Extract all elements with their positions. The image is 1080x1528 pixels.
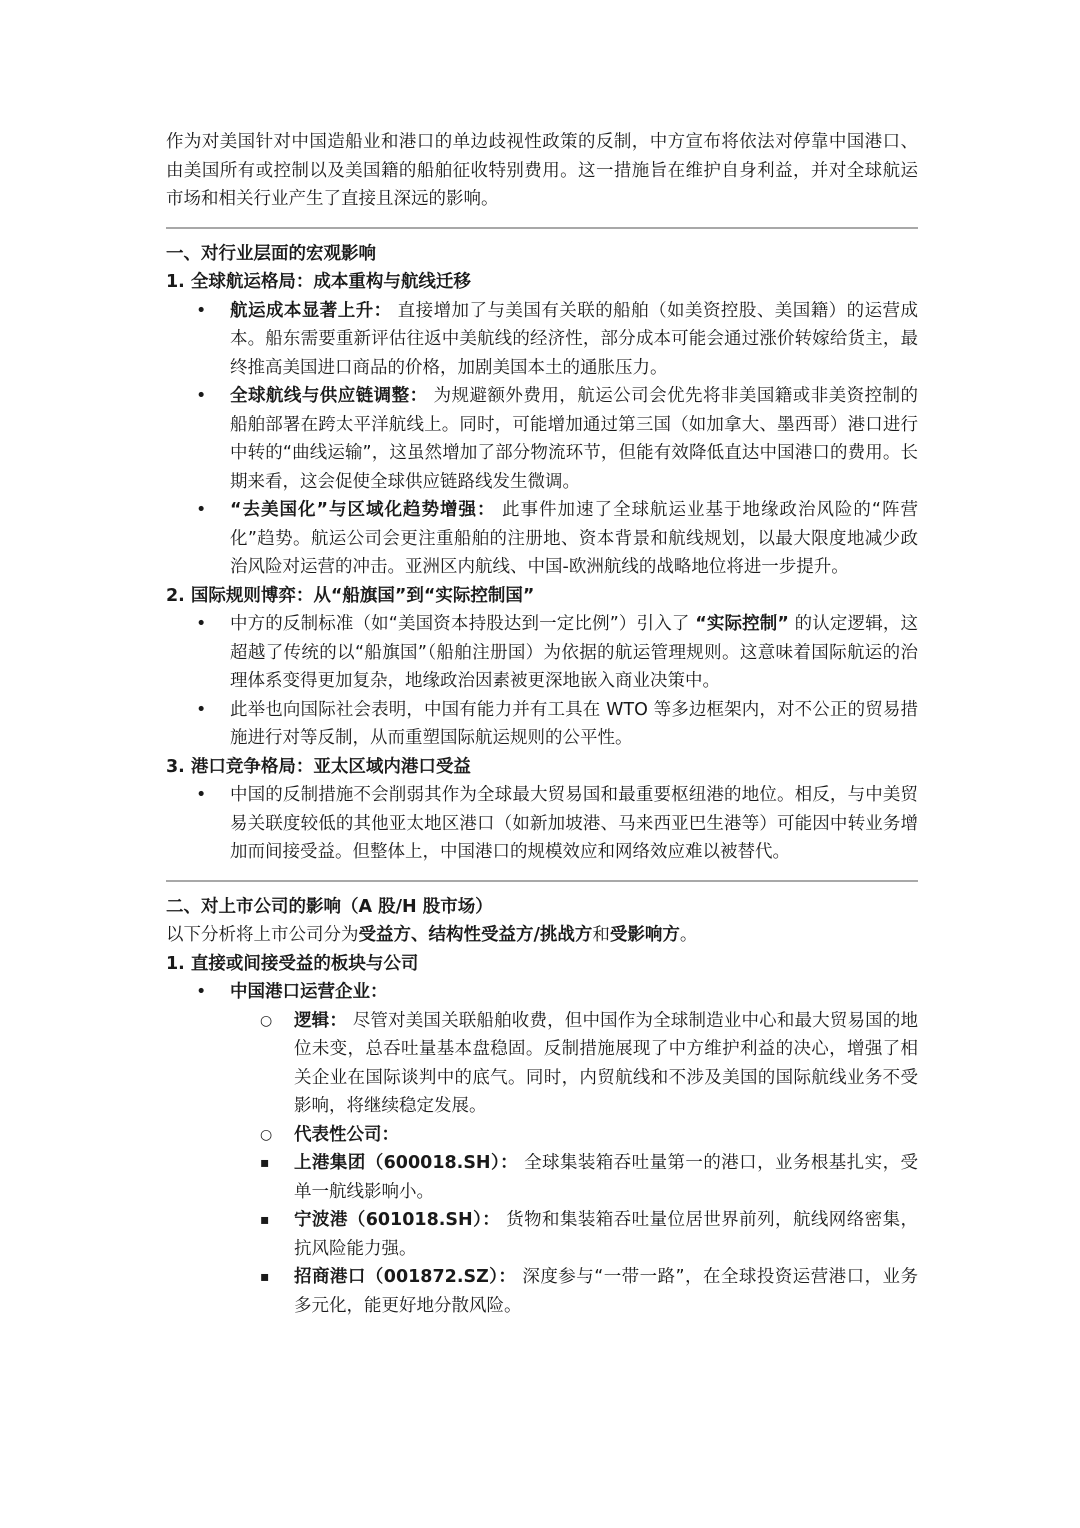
company-item (230, 1149, 918, 1206)
list-item (166, 382, 918, 496)
section2-sub1-list (166, 978, 918, 1007)
company-text: 全球集装箱吞吐量第一的港口，业务根基扎实，受单一航线影响小。 (294, 1153, 918, 1202)
section1-sub2-list (166, 610, 918, 753)
company-text: 货物和集装箱吞吐量位居世界前列，航线网络密集，抗风险能力强。 (294, 1210, 918, 1259)
document-page (166, 128, 918, 1320)
intro-emphasis: 受益方 (358, 925, 411, 945)
list-item (230, 1121, 918, 1150)
section2-sub1-heading: 1. 直接或间接受益的板块与公司 (166, 953, 419, 974)
section1-sub1-list (166, 297, 918, 582)
section1-sub3-heading: 3. 港口竞争格局：亚太区域内港口受益 (166, 756, 471, 777)
bullet-text: 中国的反制措施不会削弱其作为全球最大贸易国和最重要枢纽港的地位。相反，与中美贸易关联度较低的其他亚太地区港口（如新加坡港、马来西亚巴生港等）可能因中转业务增加而间接受益。但整体上，中国港口的规模效应和网络效应难以被替代。 (230, 785, 918, 862)
section1-heading: 一、对行业层面的宏观影响 (166, 243, 376, 264)
company-name: 招商港口（001872.SZ）： (294, 1267, 517, 1287)
company-list (230, 1149, 918, 1320)
bullet-lead: 中国港口运营企业： (230, 982, 388, 1002)
list-item (166, 696, 918, 753)
bullet-text: 此举也向国际社会表明，中国有能力并有工具在 WTO 等多边框架内，对不公正的贸易措施进行对等反制，从而重塑国际航运规则的公平性。 (230, 699, 918, 748)
section1-sub3-list (166, 781, 918, 867)
intro-paragraph: 作为对美国针对中国造船业和港口的单边歧视性政策的反制，中方宣布将依法对停靠中国港口、由美国所有或控制以及美国籍的船舶征收特别费用。这一措施旨在维护自身利益，并对全球航运市场和相关行业产生了直接且深远的影响。 (166, 132, 918, 209)
bullet-text: 为规避额外费用，航运公司会优先将非美国籍或非美资控制的船舶部署在跨太平洋航线上。同时，可能增加通过第三国（如加拿大、墨西哥）港口进行中转的“曲线运输”，这虽然增加了部分物流环节，但能有效降低直达中国港口的费用。长期来看，这会促使全球供应链路线发生微调。 (230, 386, 918, 492)
intro-separator: 、 (411, 925, 429, 945)
bullet-lead: 全球航线与供应链调整： (230, 386, 428, 406)
bullet-lead: 逻辑： (294, 1010, 348, 1031)
list-item (166, 781, 918, 867)
bullet-text: 此事件加速了全球航运业基于地缘政治风险的“阵营化”趋势。航运公司会更注重船舶的注册地、资本背景和航线规划，以最大限度地减少政治风险对运营的冲击。亚洲区内航线、中国-欧洲航线的战略地位将进一步提升。 (230, 500, 918, 577)
port-ops-sublist (230, 1007, 918, 1150)
list-item (230, 1007, 918, 1121)
intro-emphasis: 受影响方 (609, 925, 680, 945)
bullet-text: 尽管对美国关联船舶收费，但中国作为全球制造业中心和最大贸易国的地位未变，总吞吐量基本盘稳固。反制措施展现了中方维护利益的决心，增强了相关企业在国际谈判中的底气。同时，内贸航线和不涉及美国的国际航线业务不受影响，将继续稳定发展。 (294, 1010, 919, 1116)
section-divider (166, 227, 918, 229)
section2-heading: 二、对上市公司的影响（A 股/H 股市场） (166, 896, 493, 917)
company-name: 宁波港（601018.SH）： (294, 1210, 501, 1230)
bullet-text: 直接增加了与美国有关联的船舶（如美资控股、美国籍）的运营成本。船东需要重新评估往返中美航线的经济性，部分成本可能会通过涨价转嫁给货主，最终推高美国进口商品的价格，加剧美国本土的通胀压力。 (230, 300, 919, 378)
section-divider (166, 880, 918, 882)
section2-intro (166, 921, 918, 950)
company-item (230, 1263, 918, 1320)
section1-sub1-heading: 1. 全球航运格局：成本重构与航线迁移 (166, 272, 471, 292)
section1-sub2-heading: 2. 国际规则博弈：从“船旗国”到“实际控制国” (166, 585, 535, 606)
list-item (166, 610, 918, 696)
intro-separator: 和 (592, 925, 610, 945)
bullet-lead: “去美国化”与区域化趋势增强： (230, 500, 496, 520)
list-item (166, 496, 918, 582)
company-name: 上港集团（600018.SH）： (294, 1153, 519, 1173)
bullet-emphasis: “实际控制” (695, 614, 789, 634)
intro-text: 以下分析将上市公司分为 (166, 925, 359, 945)
list-item (166, 297, 918, 383)
intro-emphasis: 结构性受益方/挑战方 (428, 925, 593, 945)
list-item (166, 978, 918, 1007)
intro-text: 。 (679, 925, 698, 945)
bullet-lead: 代表性公司： (294, 1124, 399, 1145)
company-item (230, 1206, 918, 1263)
bullet-text: 的认定逻辑，这超越了传统的以“船旗国”（船舶注册国）为依据的航运管理规则。这意味着国际航运的治理体系变得更加复杂，地缘政治因素被更深地嵌入商业决策中。 (230, 614, 918, 691)
company-text: 深度参与“一带一路”，在全球投资运营港口，业务多元化，能更好地分散风险。 (294, 1267, 918, 1316)
bullet-lead: 航运成本显著上升： (230, 300, 392, 321)
bullet-text: 中方的反制标准（如“美国资本持股达到一定比例”）引入了 (230, 614, 696, 634)
